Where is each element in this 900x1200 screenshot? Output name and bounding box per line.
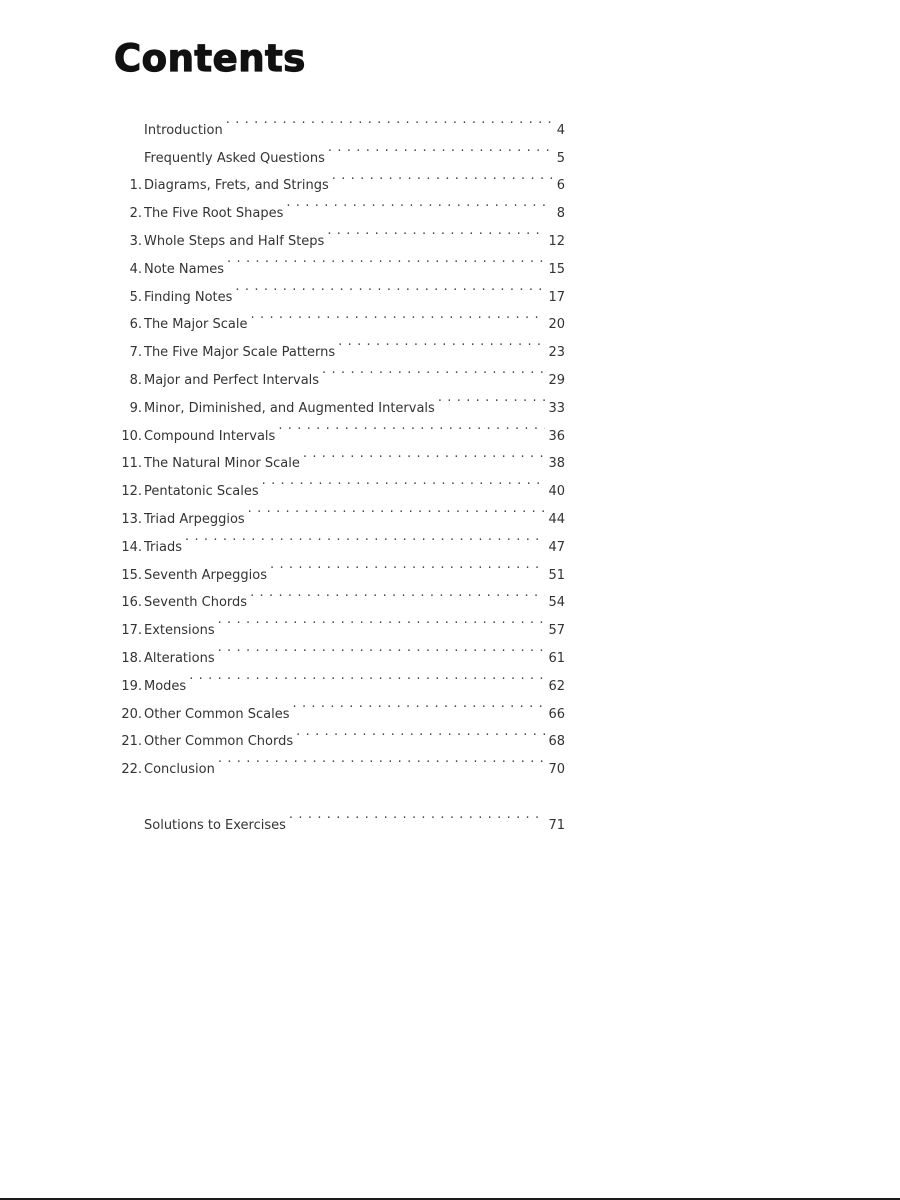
- toc-entry-label: Introduction: [144, 122, 223, 138]
- toc-entry-label: Other Common Scales: [144, 706, 290, 722]
- toc-entry-page: 6: [556, 178, 565, 194]
- toc-entry-page: 66: [548, 706, 565, 722]
- toc-entry-page: 40: [548, 484, 565, 500]
- toc-entry-number: 11.: [121, 456, 142, 472]
- toc-entry-label: Triads: [144, 539, 182, 555]
- dot-leader: [292, 690, 545, 718]
- dot-leader: [286, 189, 552, 217]
- toc-entry-label: Diagrams, Frets, and Strings: [144, 178, 329, 194]
- toc-entry-page: 38: [548, 456, 565, 472]
- dot-leader: [327, 217, 545, 245]
- toc-entry-page: 33: [548, 400, 565, 416]
- toc-entry-label: Pentatonic Scales: [144, 484, 259, 500]
- toc-entry-number: 5.: [129, 289, 142, 305]
- dot-leader: [227, 245, 545, 273]
- toc-entry-page: 23: [548, 345, 565, 361]
- toc-entry-label: Extensions: [144, 623, 215, 639]
- toc-entry-page: 29: [548, 372, 565, 388]
- toc-entry-page: 17: [548, 289, 565, 305]
- toc-entry-number: 7.: [129, 345, 142, 361]
- toc-entry-page: 54: [548, 595, 565, 611]
- toc-entry-label: Seventh Chords: [144, 595, 248, 611]
- toc-entry-page: 61: [548, 650, 565, 666]
- toc-entry-page: 71: [548, 817, 565, 833]
- toc-entry-page: 15: [548, 261, 565, 277]
- toc-entry-number: 18.: [121, 650, 142, 666]
- toc-entry-page: 4: [556, 122, 565, 138]
- toc-entry-label: Other Common Chords: [144, 734, 294, 750]
- toc-entry-number: 13.: [121, 511, 142, 527]
- toc-entry-label: Alterations: [144, 650, 215, 666]
- dot-leader: [270, 551, 545, 579]
- dot-leader: [322, 356, 545, 384]
- toc-entry-page: 68: [548, 734, 565, 750]
- dot-leader: [218, 606, 546, 634]
- dot-leader: [251, 301, 546, 329]
- toc-entry-page: 36: [548, 428, 565, 444]
- toc-entry: [110, 106, 565, 138]
- dot-leader: [438, 384, 546, 412]
- toc-entry-label: The Five Root Shapes: [144, 206, 284, 222]
- toc-entry-number: 22.: [121, 762, 142, 778]
- toc-entry-page: 12: [548, 233, 565, 249]
- toc-entry-page: 44: [548, 511, 565, 527]
- toc-entry-number: 6.: [129, 317, 142, 333]
- toc-entry-number: 20.: [121, 706, 142, 722]
- toc-entry-appendix: [110, 801, 565, 833]
- toc-entry-number: 15.: [121, 567, 142, 583]
- toc-entry-label: Triad Arpeggios: [144, 511, 245, 527]
- toc-entry-label: The Five Major Scale Patterns: [144, 345, 336, 361]
- table-of-contents: [110, 106, 565, 833]
- toc-entry-page: 8: [556, 206, 565, 222]
- toc-entry-number: 16.: [121, 595, 142, 611]
- dot-leader: [189, 662, 545, 690]
- dot-leader: [328, 134, 552, 162]
- toc-entry-number: 2.: [129, 206, 142, 222]
- toc-entry-number: 17.: [121, 623, 142, 639]
- toc-entry-label: Finding Notes: [144, 289, 233, 305]
- dot-leader: [332, 162, 552, 190]
- toc-entry-label: Major and Perfect Intervals: [144, 372, 320, 388]
- dot-leader: [296, 718, 545, 746]
- toc-entry-number: 14.: [121, 539, 142, 555]
- dot-leader: [226, 106, 552, 134]
- toc-entry-label: Compound Intervals: [144, 428, 276, 444]
- toc-entry-number: 1.: [129, 178, 142, 194]
- toc-entry-number: 19.: [121, 678, 142, 694]
- toc-entry-label: Seventh Arpeggios: [144, 567, 267, 583]
- toc-entry-label: Minor, Diminished, and Augmented Intervals: [144, 400, 435, 416]
- toc-entry-label: The Major Scale: [144, 317, 248, 333]
- toc-entry-number: 8.: [129, 372, 142, 388]
- dot-leader: [278, 412, 545, 440]
- toc-entry-label: Note Names: [144, 261, 225, 277]
- toc-entry-label: The Natural Minor Scale: [144, 456, 300, 472]
- dot-leader: [303, 440, 546, 468]
- toc-entry-page: 70: [548, 762, 565, 778]
- dot-leader: [248, 495, 546, 523]
- dot-leader: [218, 745, 546, 773]
- toc-entry-number: 12.: [121, 484, 142, 500]
- dot-leader: [218, 634, 546, 662]
- toc-entry-page: 20: [548, 317, 565, 333]
- toc-entry-number: 21.: [121, 734, 142, 750]
- toc-entry-label: Solutions to Exercises: [144, 817, 286, 833]
- toc-entry-page: 5: [556, 150, 565, 166]
- toc-entry-label: Frequently Asked Questions: [144, 150, 325, 166]
- toc-entry-number: 4.: [129, 261, 142, 277]
- toc-entry-page: 62: [548, 678, 565, 694]
- toc-entry-label: Modes: [144, 678, 187, 694]
- toc-entry-page: 51: [548, 567, 565, 583]
- dot-leader: [250, 579, 545, 607]
- dot-leader: [289, 801, 546, 829]
- page-title: Contents: [114, 37, 306, 80]
- toc-entry-label: Conclusion: [144, 762, 215, 778]
- dot-leader: [262, 467, 546, 495]
- toc-entry-number: 9.: [129, 400, 142, 416]
- toc-entry-number: 10.: [121, 428, 142, 444]
- dot-leader: [235, 273, 545, 301]
- toc-entry-label: Whole Steps and Half Steps: [144, 233, 325, 249]
- toc-entry-number: 3.: [129, 233, 142, 249]
- toc-entry-page: 57: [548, 623, 565, 639]
- toc-entry-page: 47: [548, 539, 565, 555]
- dot-leader: [338, 328, 545, 356]
- dot-leader: [185, 523, 545, 551]
